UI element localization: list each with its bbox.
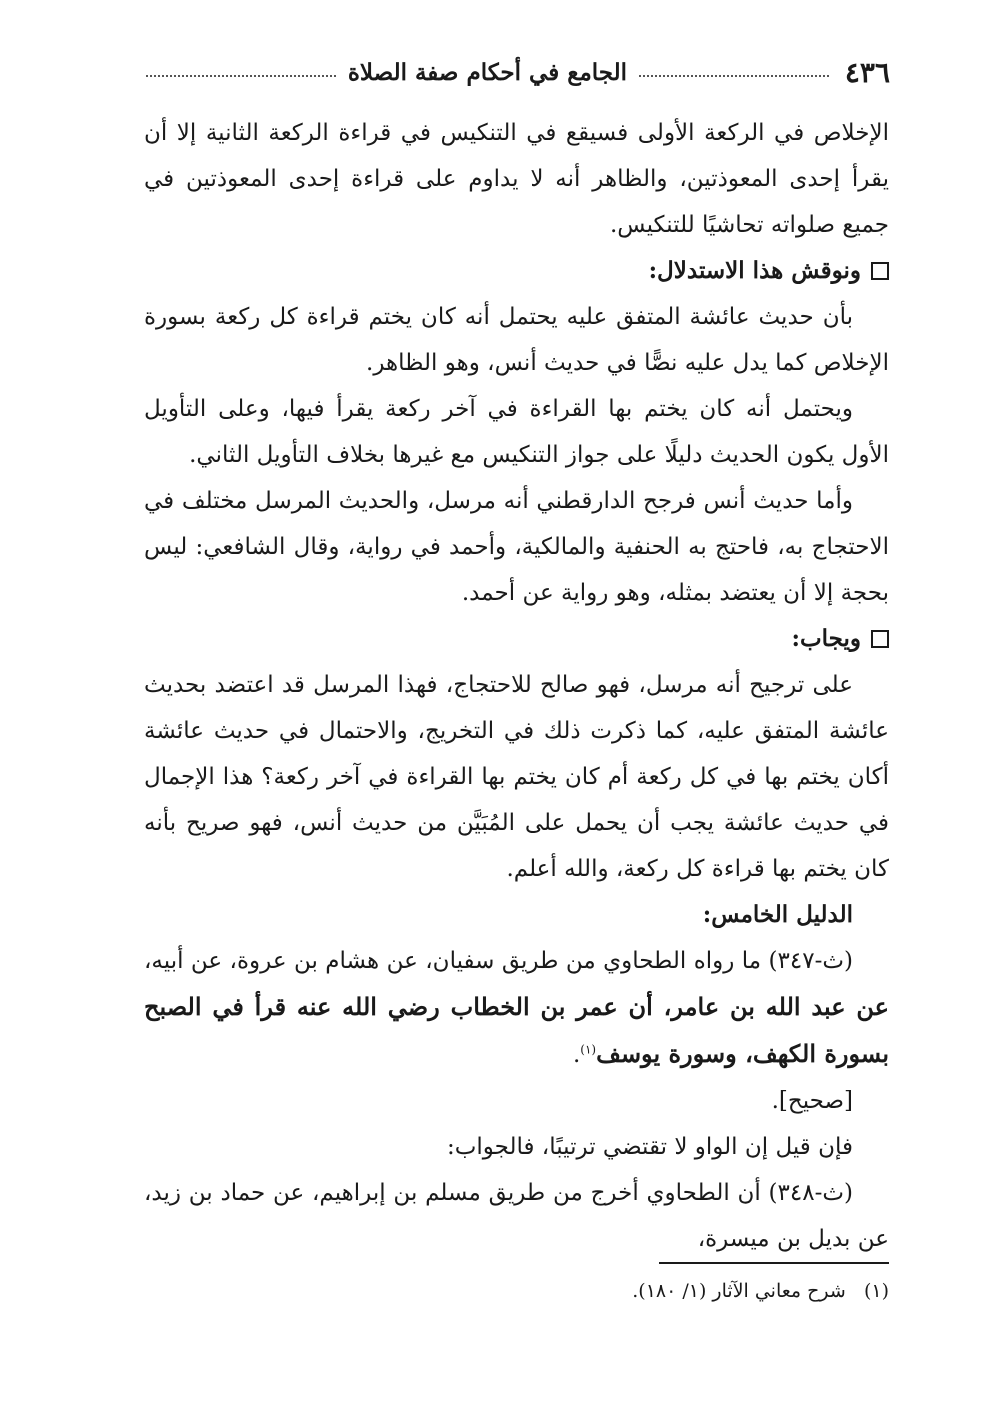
paragraph-2: بأن حديث عائشة المتفق عليه يحتمل أنه كان يختم قراءة كل ركعة بسورة الإخلاص كما يدل عليه نصًّا في حديث أنس، وهو الظاهر.: [144, 304, 889, 376]
footnote: [144, 1274, 889, 1308]
section-heading-objection: [144, 248, 889, 294]
paragraph-9: (ث-٣٤٨) أن الطحاوي أخرج من طريق مسلم بن إبراهيم، عن حماد بن زيد، عن بديل بن ميسرة،: [144, 1180, 889, 1252]
running-title: الجامع في أحكام صفة الصلاة: [347, 58, 628, 86]
heading-text: ويجاب:: [791, 625, 861, 652]
paragraph-3: ويحتمل أنه كان يختم بها القراءة في آخر ركعة يقرأ فيها، وعلى التأويل الأول يكون الحديث دليلًا على جواز التنكيس مع غيرها بخلاف التأويل الثاني.: [144, 396, 889, 468]
narration-bold-text: عن عبد الله بن عامر، أن عمر بن الخطاب رضي الله عنه قرأ في الصبح بسورة الكهف، وسورة يوسف: [144, 992, 889, 1068]
paragraph-grading: [صحيح].: [771, 1088, 853, 1114]
paragraph-1: الإخلاص في الركعة الأولى فسيقع في التنكيس في قراءة الركعة الثانية إلا أن يقرأ إحدى المعوذتين، والظاهر أنه لا يداوم على قراءة إحدى المعوذتين في جميع صلواته تحاشيًا للتنكيس.: [144, 120, 889, 238]
paragraph-4: وأما حديث أنس فرجح الدارقطني أنه مرسل، والحديث المرسل مختلف في الاحتجاج به، فاحتج به الحنفية والمالكية، وأحمد في رواية، وقال الشافعي: ليس بحجة إلا أن يعتضد بمثله، وهو رواية عن أحمد.: [144, 488, 889, 606]
narration-end: .: [572, 1042, 581, 1068]
paragraph-8: فإن قيل إن الواو لا تقتضي ترتيبًا، فالجواب:: [446, 1134, 853, 1160]
page-number: ٤٣٦: [844, 55, 890, 89]
section-heading-reply: [144, 616, 889, 662]
page-header: [140, 50, 890, 94]
paragraph-5: على ترجيح أنه مرسل، فهو صالح للاحتجاج، فهذا المرسل قد اعتضد بحديث عائشة المتفق عليه، كما ذكرت ذلك في التخريج، والاحتمال في حديث عائشة أكان يختم بها في كل ركعة أم كان يختم بها القراءة في آخر ركعة؟ هذا الإجمال في حديث عائشة يجب أن يحمل على المُبَيَّن من حديث أنس، فهو صريح بأنه كان يختم بها قراءة كل ركعة، والله أعلم.: [144, 672, 889, 882]
heading-text: ونوقش هذا الاستدلال:: [648, 257, 861, 284]
checkbox-square-icon: [871, 262, 889, 280]
footnote-separator: [659, 1262, 889, 1264]
checkbox-square-icon: [871, 630, 889, 648]
paragraph-6: [144, 938, 889, 1078]
footnote-marker: (١): [863, 1280, 889, 1302]
body-text: [144, 110, 889, 1262]
section-heading-fifth-evidence: الدليل الخامس:: [702, 901, 853, 928]
header-dotted-leader-left: [146, 75, 336, 77]
footnote-text: شرح معاني الآثار (١/ ١٨٠).: [632, 1280, 846, 1302]
header-dotted-leader: [639, 75, 829, 77]
narration-intro: (ث-٣٤٧) ما رواه الطحاوي من طريق سفيان، عن هشام بن عروة، عن أبيه،: [144, 948, 853, 974]
footnote-reference: (١): [580, 1042, 597, 1057]
